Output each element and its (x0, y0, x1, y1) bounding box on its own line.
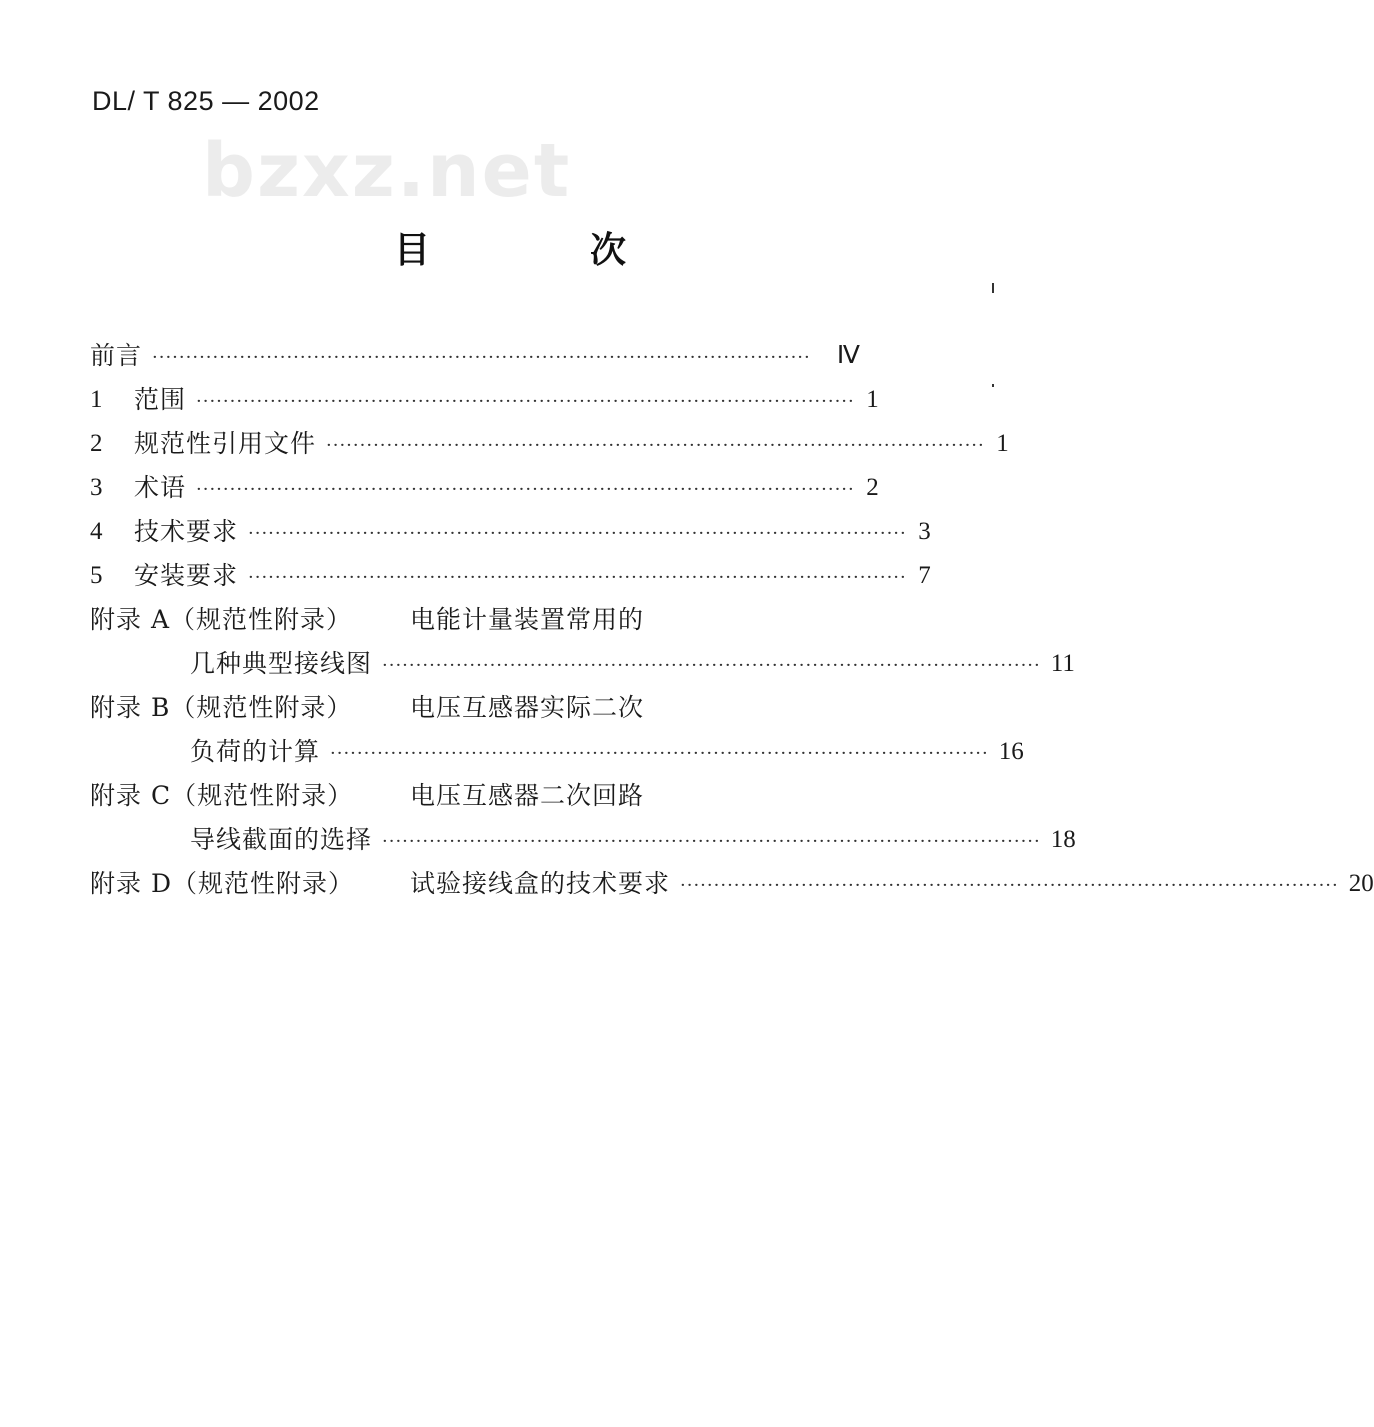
toc-entry-appendix-b[interactable] (90, 688, 645, 728)
section-number: 3 (90, 474, 103, 501)
toc-page-number: 2 (866, 474, 879, 501)
appendix-prefix: 附录 B（规范性附录） (90, 693, 353, 722)
standard-code: DL/ T 825 — 2002 (92, 86, 320, 116)
leader-dots: ·································································································· (680, 875, 1339, 896)
toc-entry-appendix-a[interactable] (90, 600, 645, 640)
watermark-text: bzxz.net (202, 128, 572, 214)
toc-entry-preface[interactable] (90, 336, 860, 376)
toc-entry-appendix-c-cont[interactable] (90, 820, 1076, 860)
leader-dots: ·································································································· (152, 347, 811, 368)
appendix-title: 电压互感器实际二次 (410, 693, 645, 722)
section-number: 1 (90, 386, 103, 413)
section-number: 2 (90, 430, 103, 457)
appendix-title: 电压互感器二次回路 (410, 781, 645, 810)
toc-page-number: Ⅳ (836, 342, 860, 369)
toc-entry-label: 安装要求 (134, 561, 239, 590)
toc-page-number: 1 (866, 386, 879, 413)
leader-dots: ·································································································· (196, 479, 855, 500)
toc-entry-section-4[interactable] (90, 512, 931, 552)
scan-artifact (992, 283, 994, 293)
appendix-prefix: 附录 C（规范性附录） (90, 781, 354, 810)
toc-entry-label: 技术要求 (134, 517, 239, 546)
appendix-prefix: 附录 D（规范性附录） (90, 869, 354, 898)
leader-dots: ·································································································· (382, 831, 1041, 852)
leader-dots: ·································································································· (382, 655, 1041, 676)
toc-page-number: 7 (918, 562, 931, 589)
scan-artifact (992, 384, 994, 387)
toc-page-number: 20 (1348, 870, 1374, 897)
toc-page-number: 18 (1050, 826, 1076, 853)
toc-entry-label: 前言 (90, 341, 143, 370)
toc-page-number: 16 (998, 738, 1024, 765)
toc-page-number: 1 (996, 430, 1009, 457)
toc-entry-label: 范围 (134, 385, 187, 414)
appendix-title: 试验接线盒的技术要求 (410, 869, 671, 898)
leader-dots: ·································································································· (248, 567, 907, 588)
appendix-title-cont: 几种典型接线图 (190, 649, 373, 678)
toc-entry-label: 规范性引用文件 (134, 429, 317, 458)
appendix-title-cont: 负荷的计算 (190, 737, 321, 766)
appendix-title-cont: 导线截面的选择 (190, 825, 373, 854)
toc-page-number: 3 (918, 518, 931, 545)
leader-dots: ·································································································· (196, 391, 855, 412)
toc-entry-appendix-a-cont[interactable] (90, 644, 1075, 684)
leader-dots: ·································································································· (330, 743, 989, 764)
toc-entry-appendix-c[interactable] (90, 776, 645, 816)
appendix-prefix: 附录 A（规范性附录） (90, 605, 353, 634)
toc-entry-section-2[interactable] (90, 424, 1009, 464)
section-number: 4 (90, 518, 103, 545)
toc-entry-section-1[interactable] (90, 380, 879, 420)
toc-page-number: 11 (1050, 650, 1075, 677)
toc-title: 目 次 (394, 230, 689, 271)
toc-entry-section-5[interactable] (90, 556, 931, 596)
toc-entry-section-3[interactable] (90, 468, 879, 508)
toc-entry-label: 术语 (134, 473, 187, 502)
leader-dots: ·································································································· (326, 435, 985, 456)
appendix-title: 电能计量装置常用的 (410, 605, 645, 634)
toc-entry-appendix-d[interactable] (90, 864, 1374, 904)
section-number: 5 (90, 562, 103, 589)
leader-dots: ·································································································· (248, 523, 907, 544)
toc-entry-appendix-b-cont[interactable] (90, 732, 1024, 772)
